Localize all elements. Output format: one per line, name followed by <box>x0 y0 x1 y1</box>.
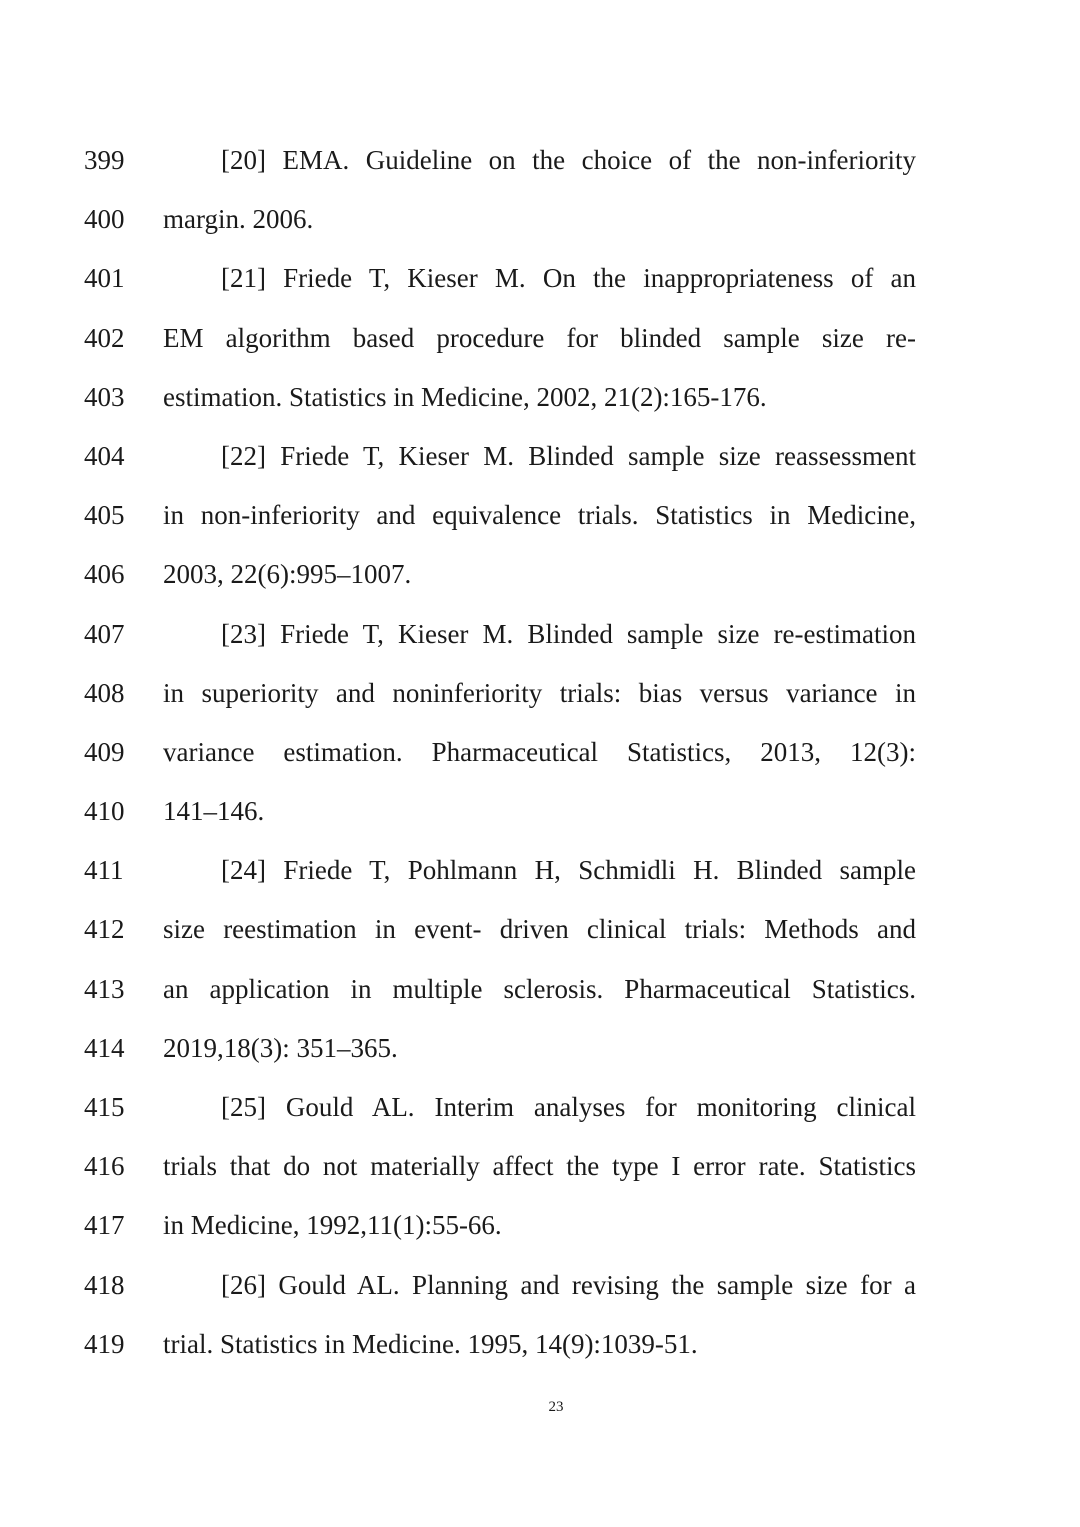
line-text: variance estimation. Pharmaceutical Statistics, 2013, 12(3): <box>163 736 916 767</box>
line-text: estimation. Statistics in Medicine, 2002, 21(2):165-176. <box>163 381 767 412</box>
text-line <box>0 545 1080 604</box>
line-number: 416 <box>84 1151 125 1182</box>
line-number: 412 <box>84 914 125 945</box>
line-number: 415 <box>84 1092 125 1122</box>
line-number: 405 <box>84 500 125 531</box>
reference-entry-start: [20] EMA. Guideline on the choice of the non-inferiority <box>221 145 916 175</box>
text-line <box>0 368 1080 427</box>
reference-list <box>0 131 1080 1374</box>
line-text: in superiority and noninferiority trials: bias versus variance in <box>163 677 916 708</box>
text-line <box>0 900 1080 959</box>
line-number: 419 <box>84 1328 125 1359</box>
line-text: margin. 2006. <box>163 204 314 235</box>
line-text: in Medicine, 1992,11(1):55-66. <box>163 1210 502 1241</box>
line-text: trial. Statistics in Medicine. 1995, 14(9):1039-51. <box>163 1328 698 1359</box>
text-line <box>0 782 1080 841</box>
text-line <box>0 1256 1080 1315</box>
line-number: 410 <box>84 796 125 827</box>
page-number: 23 <box>548 1399 564 1415</box>
text-line <box>0 1078 1080 1137</box>
line-number: 407 <box>84 618 125 649</box>
line-number: 414 <box>84 1032 125 1063</box>
line-text: 2019,18(3): 351–365. <box>163 1032 398 1063</box>
text-line <box>0 841 1080 900</box>
text-line <box>0 249 1080 308</box>
line-number: 404 <box>84 440 125 471</box>
line-text: size reestimation in event- driven clinical trials: Methods and <box>163 914 916 945</box>
text-line <box>0 309 1080 368</box>
text-line <box>0 486 1080 545</box>
reference-entry-start: [26] Gould AL. Planning and revising the sample size for a <box>221 1269 916 1300</box>
text-line <box>0 605 1080 664</box>
line-text: 141–146. <box>163 796 265 827</box>
text-line <box>0 723 1080 782</box>
text-line <box>0 1019 1080 1078</box>
text-line <box>0 190 1080 249</box>
line-number: 400 <box>84 204 125 235</box>
text-line <box>0 664 1080 723</box>
line-number: 417 <box>84 1210 125 1241</box>
line-text: an application in multiple sclerosis. Pharmaceutical Statistics. <box>163 973 916 1004</box>
line-number: 406 <box>84 559 125 590</box>
text-line <box>0 427 1080 486</box>
reference-entry-start: [23] Friede T, Kieser M. Blinded sample size re-estimation <box>221 618 916 649</box>
line-text: EM algorithm based procedure for blinded sample size re- <box>163 322 916 353</box>
line-text: trials that do not materially affect the type I error rate. Statistics <box>163 1151 916 1182</box>
line-number: 401 <box>84 263 125 294</box>
text-line <box>0 1137 1080 1196</box>
reference-entry-start: [21] Friede T, Kieser M. On the inappropriateness of an <box>221 263 916 294</box>
reference-entry-start: [24] Friede T, Pohlmann H, Schmidli H. Blinded sample <box>221 855 916 886</box>
text-line <box>0 1315 1080 1374</box>
line-number: 402 <box>84 322 125 353</box>
text-line <box>0 1196 1080 1255</box>
reference-entry-start: [25] Gould AL. Interim analyses for monitoring clinical <box>221 1092 916 1122</box>
line-number: 408 <box>84 677 125 708</box>
text-line <box>0 960 1080 1019</box>
line-number: 411 <box>84 855 124 886</box>
line-number: 418 <box>84 1269 125 1300</box>
line-number: 399 <box>84 145 125 175</box>
text-line <box>0 131 1080 190</box>
line-number: 409 <box>84 736 125 767</box>
line-number: 413 <box>84 973 125 1004</box>
line-number: 403 <box>84 381 125 412</box>
line-text: in non-inferiority and equivalence trials. Statistics in Medicine, <box>163 500 916 531</box>
reference-entry-start: [22] Friede T, Kieser M. Blinded sample size reassessment <box>221 440 916 471</box>
line-text: 2003, 22(6):995–1007. <box>163 559 412 590</box>
